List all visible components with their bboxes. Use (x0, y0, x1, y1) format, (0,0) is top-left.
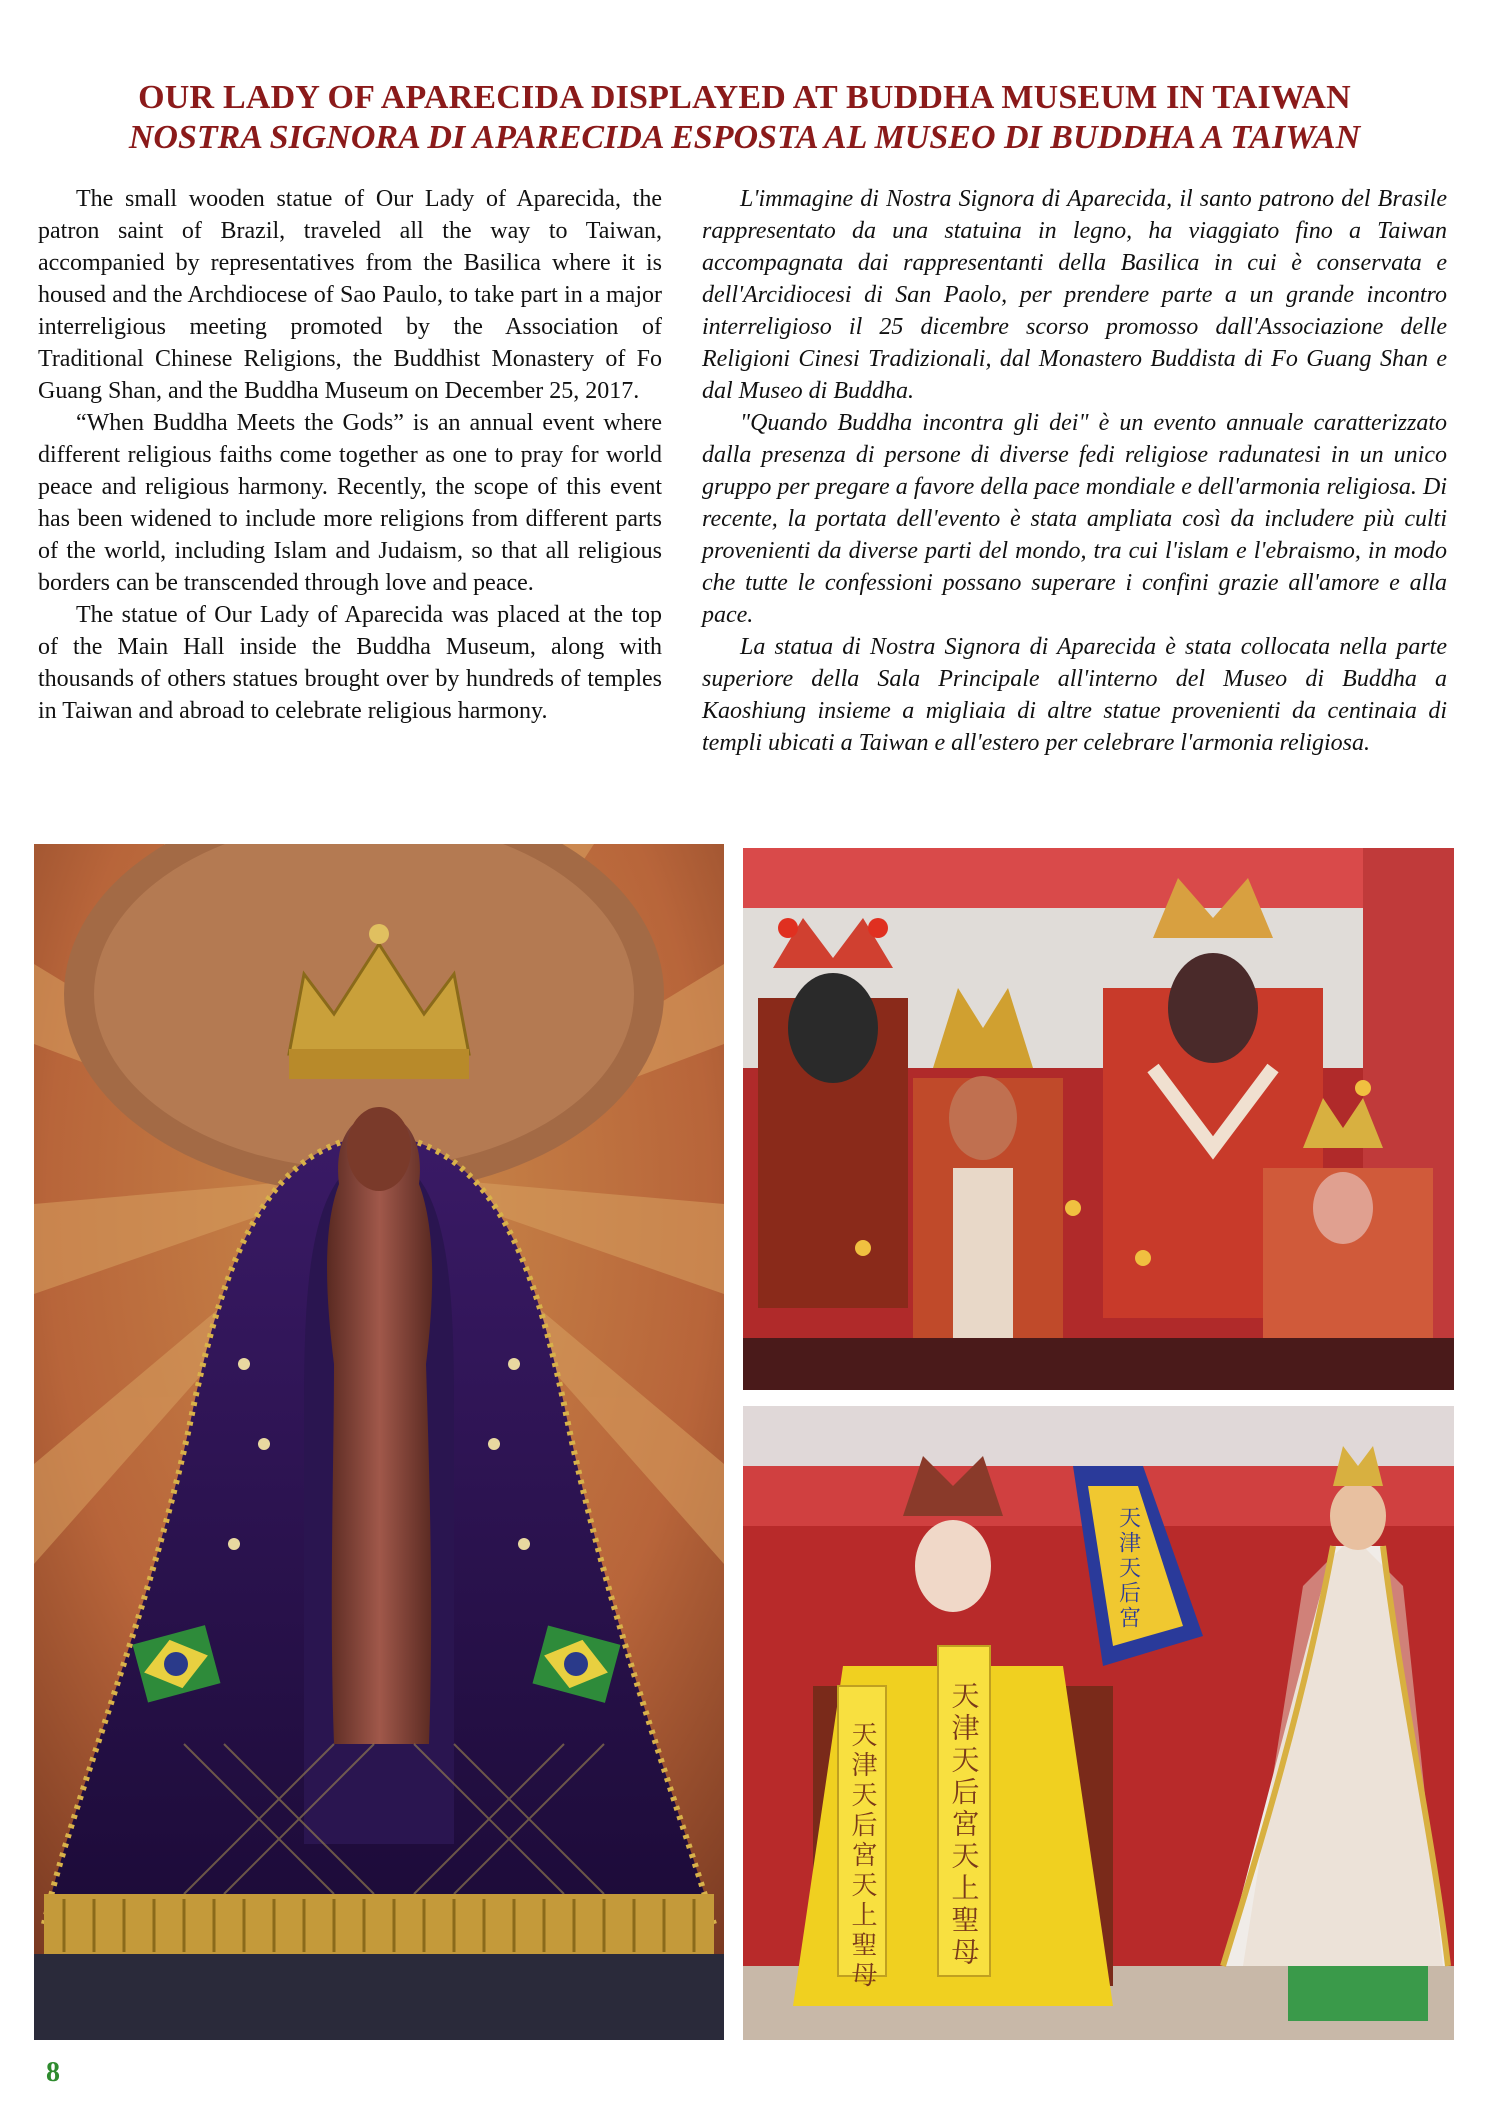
mazu-and-madonna-illustration (743, 1406, 1454, 2040)
title-italian: NOSTRA SIGNORA DI APARECIDA ESPOSTA AL MUSEO DI BUDDHA A TAIWAN (128, 119, 1361, 156)
banner-right (938, 1646, 990, 1976)
banner-left (838, 1686, 886, 1991)
aparecida-statue-illustration (34, 844, 724, 2040)
italian-column (702, 183, 1447, 759)
english-paragraph: “When Buddha Meets the Gods” is an annual event where different religious faiths come together as one to pray for world peace and religious harmony. Recently, the scope of this event has been widened to include more religions from different parts of the world, including Islam and Judaism, so that all religious borders can be transcended through love and peace. (38, 410, 662, 596)
italian-paragraph: L'immagine di Nostra Signora di Aparecida, il santo patrono del Brasile rappresentato da una statuina in legno, ha viaggiato fino a Taiwan accompagnata dai rappresentanti della Basilica in cui è conservata e dell'Arcidiocesi di San Paolo, per prendere parte a un grande incontro interreligioso il 25 dicembre scorso promosso dall'Associazione delle Religioni Cinesi Tradizionali, dal Monastero Buddista di Fo Guang Shan e dal Museo di Buddha. (702, 186, 1447, 404)
english-column (38, 183, 662, 727)
chinese-deities-illustration (743, 848, 1454, 1390)
italian-paragraph: "Quando Buddha incontra gli dei" è un evento annuale caratterizzato dalla presenza di persone di diverse fedi religiose radunatesi in un unico gruppo per pregare a favore della pace mondiale e dell'armonia religiosa. Di recente, la portata dell'evento è stata ampliata così da includere più culti provenienti da diverse parti del mondo, tra cui l'islam e l'ebraismo, in modo che tutte le confessioni possano superare i confini grazie all'amore e alla pace. (702, 410, 1447, 628)
mazu-and-madonna-photo (743, 1406, 1454, 2040)
title-english: OUR LADY OF APARECIDA DISPLAYED AT BUDDHA MUSEUM IN TAIWAN (138, 79, 1351, 116)
temple-flag-text: 天津天后宮 (1115, 1506, 1141, 1631)
page-number: 8 (46, 2057, 60, 2088)
article-title (0, 78, 1489, 158)
english-paragraph: The small wooden statue of Our Lady of Aparecida, the patron saint of Brazil, traveled all the way to Taiwan, accompanied by representatives from the Basilica where it is housed and the Archdiocese of Sao Paulo, to take part in a major interreligious meeting promoted by the Association of Traditional Chinese Religions, the Buddhist Monastery of Fo Guang Shan, and the Buddha Museum on December 25, 2017. (38, 186, 662, 404)
banner-right-text: 天津天后宮天上聖母 (947, 1681, 981, 1969)
banner-left-text: 天津天后宮天上聖母 (847, 1721, 877, 1991)
italian-paragraph: La statua di Nostra Signora di Aparecida è stata collocata nella parte superiore della Sala Principale all'interno del Museo di Buddha a Kaoshiung insieme a migliaia di altre statue provenienti da centinaia di templi ubicati a Taiwan e all'estero per celebrare l'armonia religiosa. (702, 634, 1447, 756)
aparecida-statue-photo (34, 844, 724, 2040)
english-paragraph: The statue of Our Lady of Aparecida was placed at the top of the Main Hall inside the Buddha Museum, along with thousands of others statues brought over by hundreds of temples in Taiwan and abroad to celebrate religious harmony. (38, 602, 662, 724)
chinese-deities-photo (743, 848, 1454, 1390)
